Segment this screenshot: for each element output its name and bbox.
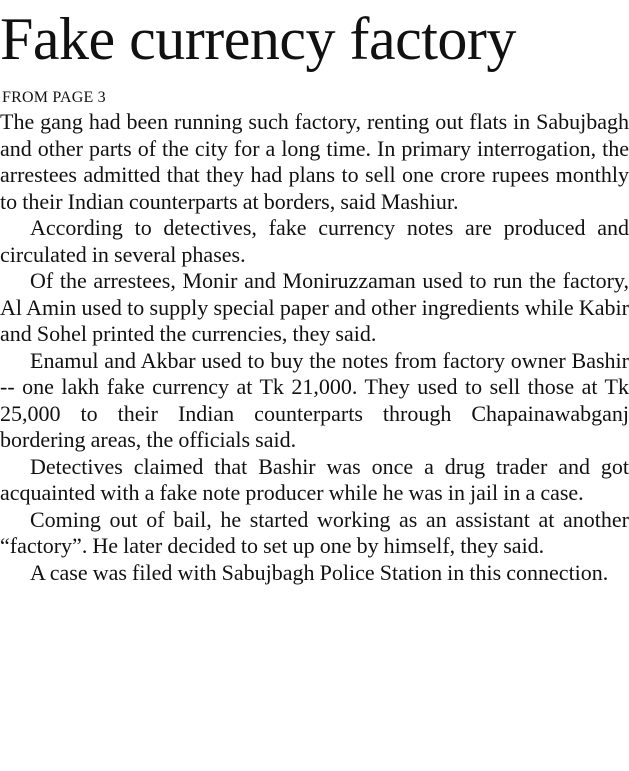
- article-paragraph: Enamul and Akbar used to buy the notes from factory owner Bashir -- one lakh fake currency at Tk 21,000. They used to sell those at Tk 25,000 to their Indian counterparts through Chapainawabganj bordering areas, the officials said.: [0, 347, 629, 452]
- article-headline: Fake currency factory: [0, 6, 516, 72]
- article-body: [0, 109, 629, 586]
- article-paragraph: A case was filed with Sabujbagh Police Station in this connection.: [30, 559, 609, 585]
- article-paragraph: Detectives claimed that Bashir was once a drug trader and got acquainted with a fake note producer while he was in jail in a case.: [0, 453, 629, 505]
- article-paragraph: Coming out of bail, he started working as an assistant at another “factory”. He later decided to set up one by himself, they said.: [0, 506, 629, 558]
- jump-label: FROM PAGE 3: [2, 89, 106, 106]
- article-paragraph: Of the arrestees, Monir and Moniruzzaman used to run the factory, Al Amin used to supply special paper and other ingredients while Kabir and Sohel printed the currencies, they said.: [0, 268, 629, 346]
- article-paragraph: The gang had been running such factory, renting out flats in Sabujbagh and other parts of the city for a long time. In primary interrogation, the arrestees admitted that they had plans to sell one crore rupees monthly to their Indian counterparts at borders, said Mashiur.: [0, 109, 629, 214]
- article-paragraph: According to detectives, fake currency notes are produced and circulated in several phases.: [0, 215, 629, 267]
